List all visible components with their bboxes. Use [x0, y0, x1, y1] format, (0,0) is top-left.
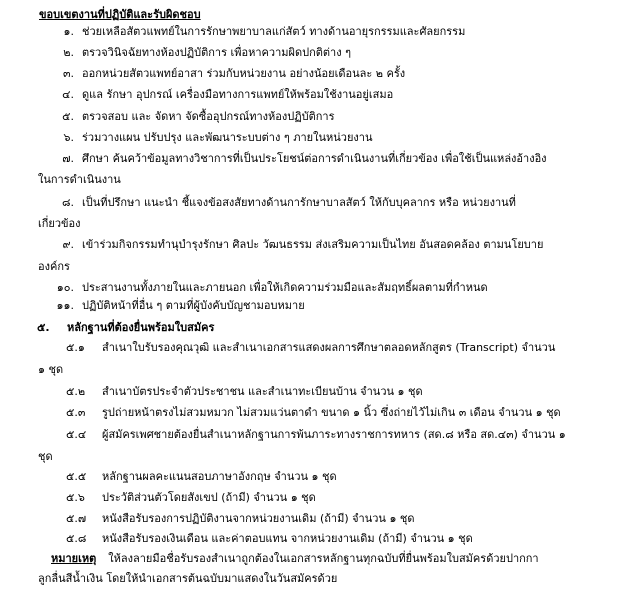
list-item-continuation: เกี่ยวข้อง [38, 217, 81, 230]
list-item: ๙. เข้าร่วมกิจกรรมทำนุบำรุงรักษา ศิลปะ วัฒนธรรม ส่งเสริมความเป็นไทย อันสอดคล้อง ตามนโยบาย [62, 238, 544, 251]
list-item: ๔. ดูแล รักษา อุปกรณ์ เครื่องมือทางการแพทย์ให้พร้อมใช้งานอยู่เสมอ [62, 88, 394, 101]
list-item: ๗. ศึกษา ค้นคว้าข้อมูลทางวิชาการที่เป็นประโยชน์ต่อการดำเนินงานที่เกี่ยวข้อง เพื่อใช้เป็นแหล่งอ้างอิง [62, 152, 547, 165]
list-item: ๕.๑ สำเนาใบรับรองคุณวุฒิ และสำเนาเอกสารแสดงผลการศึกษาตลอดหลักสูตร (Transcript) จำนวน [66, 341, 556, 354]
list-item: ๑๑. ปฏิบัติหน้าที่อื่น ๆ ตามที่ผู้บังคับบัญชามอบหมาย [56, 299, 305, 312]
note-label: หมายเหตุ [51, 552, 97, 565]
list-item: ๕.๒ สำเนาบัตรประจำตัวประชาชน และสำเนาทะเบียนบ้าน จำนวน ๑ ชุด [66, 385, 423, 398]
list-item: ๘. เป็นที่ปรึกษา แนะนำ ชี้แจงข้อสงสัยทางด้านการักษาบาลสัตว์ ให้กับบุคลากร หรือ หน่วยงานที่ [62, 196, 516, 209]
list-item: ๑. ช่วยเหลือสัตวแพทย์ในการรักษาพยาบาลแก่สัตว์ ทางด้านอายุรกรรมและศัลยกรรม [63, 25, 466, 38]
list-item: ๕.๘ หนังสือรับรองเงินเดือน และค่าตอบแทน จากหน่วยงานเดิม (ถ้ามี) จำนวน ๑ ชุด [66, 532, 473, 545]
list-item-continuation: ในการดำเนินงาน [38, 173, 121, 186]
list-item: ๕.๗ หนังสือรับรองการปฏิบัติงานจากหน่วยงานเดิม (ถ้ามี) จำนวน ๑ ชุด [66, 512, 415, 525]
list-item-continuation: องค์กร [38, 260, 70, 273]
documents-heading: ๕. หลักฐานที่ต้องยื่นพร้อมใบสมัคร [37, 321, 215, 334]
list-item-continuation: ๑ ชุด [38, 363, 64, 376]
list-item: ๒. ตรวจวินิจฉัยทางห้องปฏิบัติการ เพื่อหาความผิดปกติต่าง ๆ [63, 46, 351, 59]
responsibilities-heading: ขอบเขตงานที่ปฏิบัติและรับผิดชอบ [39, 8, 201, 21]
list-item: ๑๐. ประสานงานทั้งภายในและภายนอก เพื่อให้เกิดความร่วมมือและสัมฤทธิ์ผลตามที่กำหนด [56, 281, 488, 294]
list-item: ๕.๖ ประวัติส่วนตัวโดยสังเขป (ถ้ามี) จำนวน ๑ ชุด [66, 491, 316, 504]
note-continuation: ลูกลื่นสีน้ำเงิน โดยให้นำเอกสารต้นฉบับมาแสดงในวันสมัครด้วย [38, 572, 338, 585]
list-item: ๕. ตรวจสอบ และ จัดหา จัดซื้ออุปกรณ์ทางห้องปฏิบัติการ [62, 110, 335, 123]
list-item-continuation: ชุด [38, 450, 53, 463]
list-item: ๕.๕ หลักฐานผลคะแนนสอบภาษาอังกฤษ จำนวน ๑ ชุด [66, 470, 337, 483]
list-item: ๖. ร่วมวางแผน ปรับปรุง และพัฒนาระบบต่าง ๆ ภายในหน่วยงาน [63, 131, 373, 144]
list-item: ๕.๓ รูปถ่ายหน้าตรงไม่สวมหมวก ไม่สวมแว่นตาดำ ขนาด ๑ นิ้ว ซึ่งถ่ายไว้ไม่เกิน ๓ เดือน จำนวน ๑ ชุด [66, 406, 561, 419]
list-item: ๓. ออกหน่วยสัตวแพทย์อาสา ร่วมกับหน่วยงาน อย่างน้อยเดือนละ ๒ ครั้ง [62, 67, 406, 80]
note: หมายเหตุ ให้ลงลายมือชื่อรับรองสำเนาถูกต้องในเอกสารหลักฐานทุกฉบับที่ยื่นพร้อมใบสมัครด้วยปากกา [51, 552, 539, 565]
list-item: ๕.๔ ผู้สมัครเพศชายต้องยื่นสำเนาหลักฐานการพ้นภาระทางราชการทหาร (สด.๘ หรือ สด.๔๓) จำนวน ๑ [66, 428, 566, 441]
